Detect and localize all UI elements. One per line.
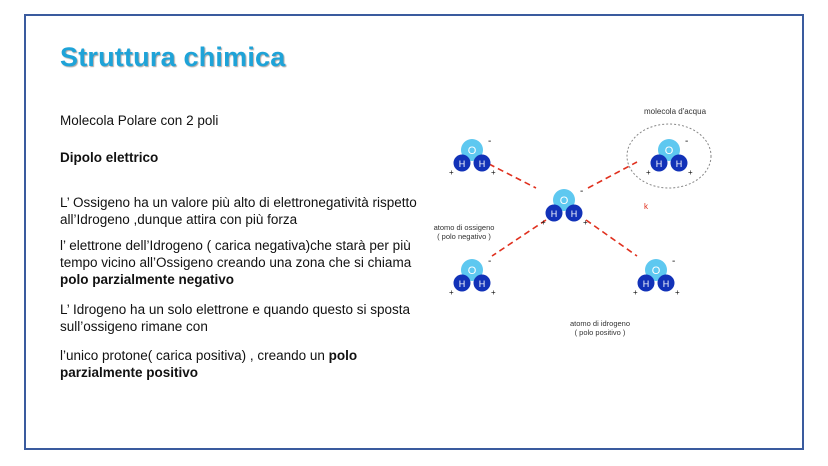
hydrogen-symbol: H	[458, 159, 466, 169]
plus-sign: +	[541, 218, 546, 227]
hydrogen-symbol: H	[655, 159, 663, 169]
hydrogen-symbol: H	[478, 159, 486, 169]
label-water-molecule: molecola d'acqua	[644, 107, 707, 116]
plus-sign: +	[449, 168, 454, 177]
plus-sign: +	[646, 168, 651, 177]
slide-title: Struttura chimica	[60, 42, 286, 72]
hydrogen-symbol: H	[570, 209, 578, 219]
paragraph-positive-pole	[60, 347, 430, 381]
paragraph-negative-pole	[60, 237, 440, 288]
plus-sign: +	[583, 218, 588, 227]
hydrogen-symbol: H	[478, 279, 486, 289]
dipole-heading: Dipolo elettrico	[60, 150, 159, 165]
hydrogen-symbol: H	[458, 279, 466, 289]
plus-sign: +	[449, 288, 454, 297]
paragraph-negative-pole-text: l’ elettrone dell’Idrogeno ( carica negativa)che starà per più tempo vicino all’Ossigeno creando una zona che si chiama	[60, 238, 412, 270]
plus-sign: +	[491, 168, 496, 177]
center-mark: k	[644, 202, 648, 211]
water-molecule-center	[541, 186, 588, 227]
negative-pole-term: polo parzialmente negativo	[60, 272, 235, 287]
label-positive-pole: ( polo positivo )	[574, 328, 626, 337]
water-molecule-bottom-left	[449, 256, 496, 297]
plus-sign: +	[633, 288, 638, 297]
minus-sign: -	[488, 136, 492, 147]
minus-sign: -	[580, 186, 584, 197]
bond-line-top-left	[489, 164, 536, 188]
paragraph-positive-pole-text: l’unico protone( carica positiva) , creando un	[60, 348, 329, 363]
minus-sign: -	[685, 136, 689, 147]
paragraph-hydrogen-electron: L’ Idrogeno ha un solo elettrone e quando questo si sposta sull’ossigeno rimane con	[60, 302, 411, 334]
positive-pole-term: polo parzialmente positivo	[60, 348, 358, 380]
bond-line-top-right	[588, 162, 637, 188]
hydrogen-symbol: H	[675, 159, 683, 169]
water-molecule-bottom-right	[633, 256, 680, 297]
plus-sign: +	[491, 288, 496, 297]
water-dipole-diagram: O molecola d'acqua H H - + + H H - + + H H - + + H H - + + H H - + + k atomo di ossigeno ( polo negativo ) atomo di idrogeno ( polo positivo )	[434, 102, 764, 362]
label-hydrogen-atom: atomo di idrogeno	[569, 319, 631, 328]
bond-line-bottom-left	[492, 220, 546, 256]
label-negative-pole: ( polo negativo )	[437, 232, 491, 241]
hydrogen-symbol: H	[550, 209, 558, 219]
minus-sign: -	[672, 256, 676, 267]
hydrogen-symbol: H	[642, 279, 650, 289]
bond-line-bottom-right	[586, 220, 637, 256]
minus-sign: -	[488, 256, 492, 267]
water-molecule-top-left	[449, 136, 496, 177]
plus-sign: +	[688, 168, 693, 177]
paragraph-oxygen-electronegativity: L’ Ossigeno ha un valore più alto di elettronegatività rispetto all’Idrogeno ,dunque attira con più forza	[60, 195, 417, 227]
water-molecule-top-right	[646, 136, 693, 177]
hydrogen-symbol: H	[662, 279, 670, 289]
plus-sign: +	[675, 288, 680, 297]
slide-frame	[24, 14, 804, 450]
label-oxygen-atom: atomo di ossigeno	[433, 223, 495, 232]
polar-molecule-text: Molecola Polare con 2 poli	[60, 113, 219, 128]
